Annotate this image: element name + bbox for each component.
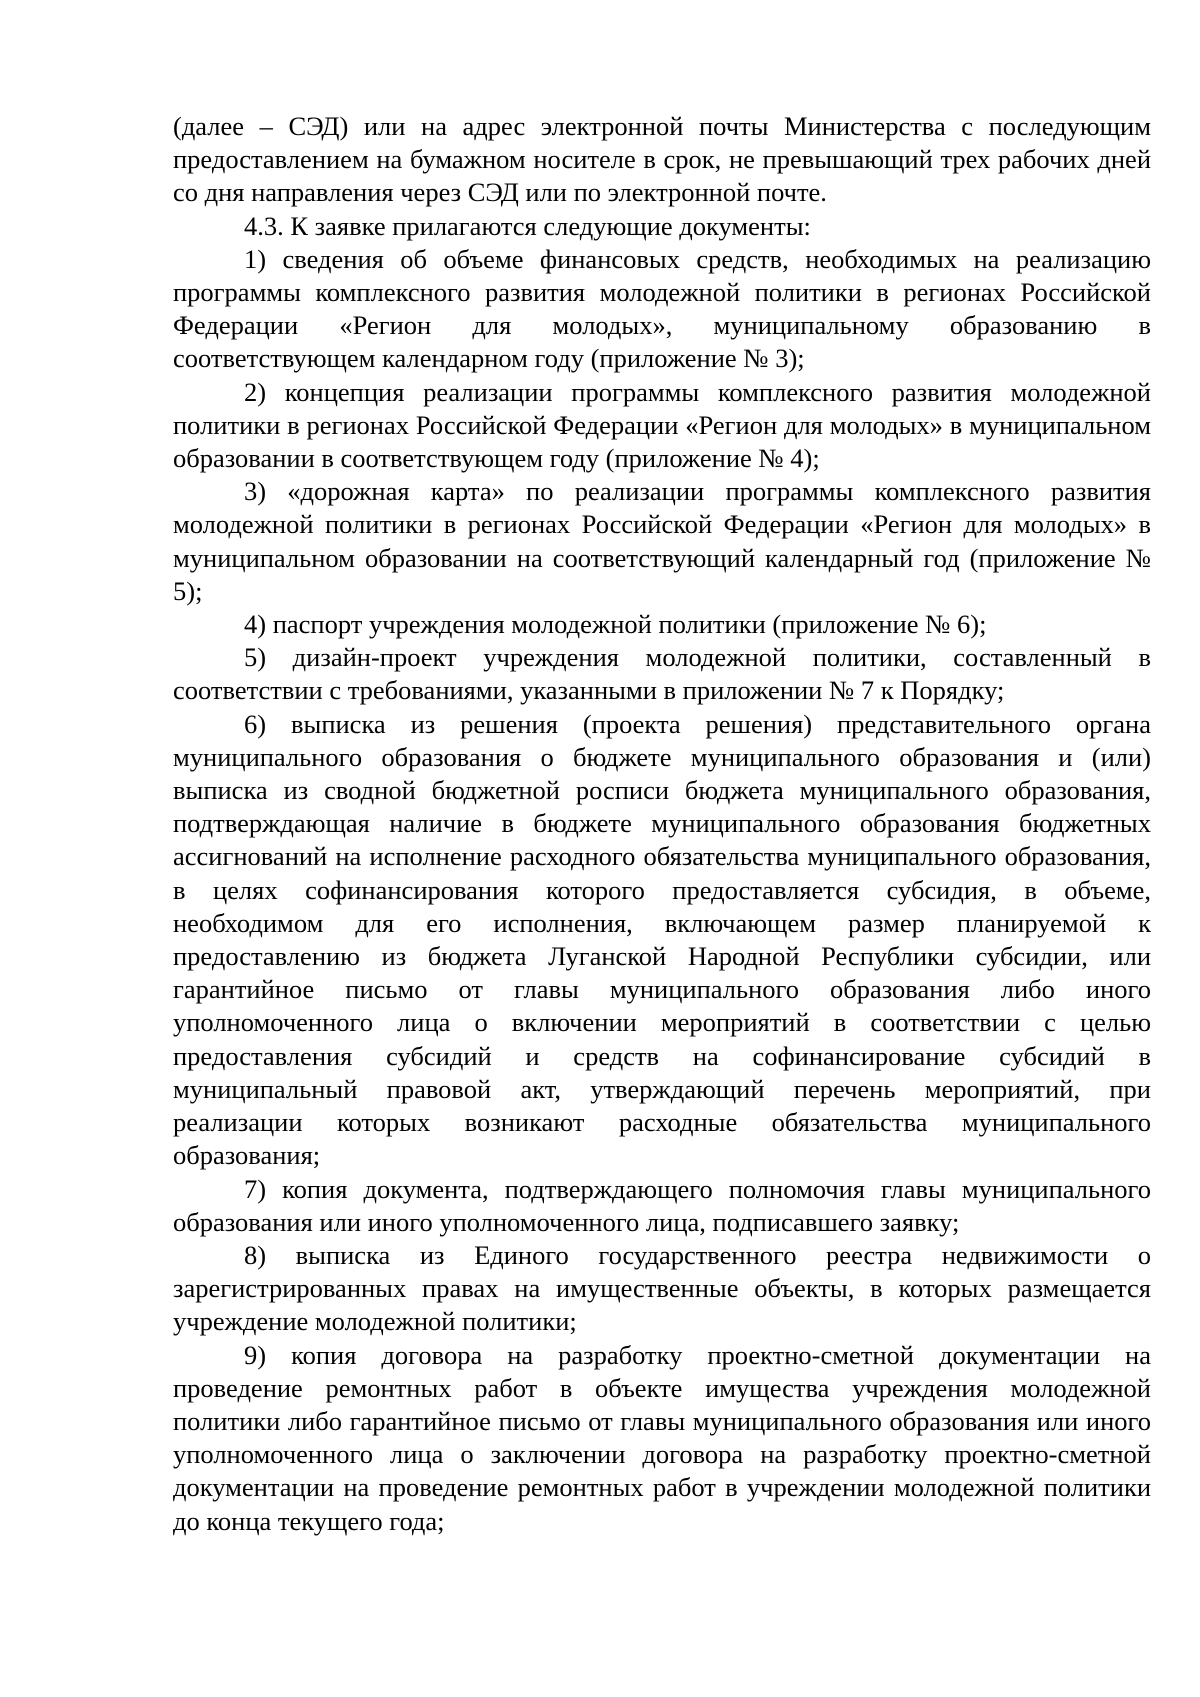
document-body [173, 110, 1151, 1538]
list-item-8: 8) выписка из Единого государственного реестра недвижимости о зарегистрированных правах на имущественные объекты, в которых размещается учреждение молодежной политики; [173, 1239, 1151, 1337]
list-item-7: 7) копия документа, подтверждающего полномочия главы муниципального образования или иного уполномоченного лица, подписавшего заявку; [173, 1173, 1151, 1237]
list-item-2: 2) концепция реализации программы комплексного развития молодежной политики в регионах Российской Федерации «Регион для молодых» в муниципальном образовании в соответствующем году (приложение № 4); [173, 376, 1151, 474]
list-item-1: 1) сведения об объеме финансовых средств, необходимых на реализацию программы комплексного развития молодежной политики в регионах Российской Федерации «Регион для молодых», муниципальному образованию в соответствующем календарном году (приложение № 3); [173, 243, 1151, 374]
list-item-5: 5) дизайн-проект учреждения молодежной политики, составленный в соответствии с требованиями, указанными в приложении № 7 к Порядку; [173, 642, 1151, 706]
list-item-4: 4) паспорт учреждения молодежной политики (приложение № 6); [244, 609, 987, 640]
list-item-9: 9) копия договора на разработку проектно-сметной документации на проведение ремонтных работ в объекте имущества учреждения молодежной политики либо гарантийное письмо от главы муниципального образования или иного уполномоченного лица о заключении договора на разработку проектно-сметной документации на проведение ремонтных работ в учреждении молодежной политики до конца текущего года; [173, 1339, 1151, 1536]
paragraph-continuation: (далее – СЭД) или на адрес электронной почты Министерства с последующим предоставлением на бумажном носителе в срок, не превышающий трех рабочих дней со дня направления через СЭД или по электронной почте. [173, 111, 1151, 208]
list-item-6: 6) выписка из решения (проекта решения) представительного органа муниципального образования о бюджете муниципального образования и (или) выписка из сводной бюджетной росписи бюджета муниципального образования, подтверждающая наличие в бюджете муниципального образования бюджетных ассигнований на исполнение расходного обязательства муниципального образования, в целях софинансирования которого предоставляется субсидия, в объеме, необходимом для его исполнения, включающем размер планируемой к предоставлению из бюджета Луганской Народной Республики субсидии, или гарантийное письмо от главы муниципального образования либо иного уполномоченного лица о включении мероприятий в соответствии с целью предоставления субсидий и средств на софинансирование субсидий в муниципальный правовой акт, утверждающий перечень мероприятий, при реализации которых возникают расходные обязательства муниципального образования; [173, 708, 1151, 1171]
paragraph-4-3: 4.3. К заявке прилагаются следующие документы: [244, 210, 811, 241]
list-item-3: 3) «дорожная карта» по реализации программы комплексного развития молодежной политики в регионах Российской Федерации «Регион для молодых» в муниципальном образовании на соответствующий календарный год (приложение № 5); [173, 476, 1151, 606]
